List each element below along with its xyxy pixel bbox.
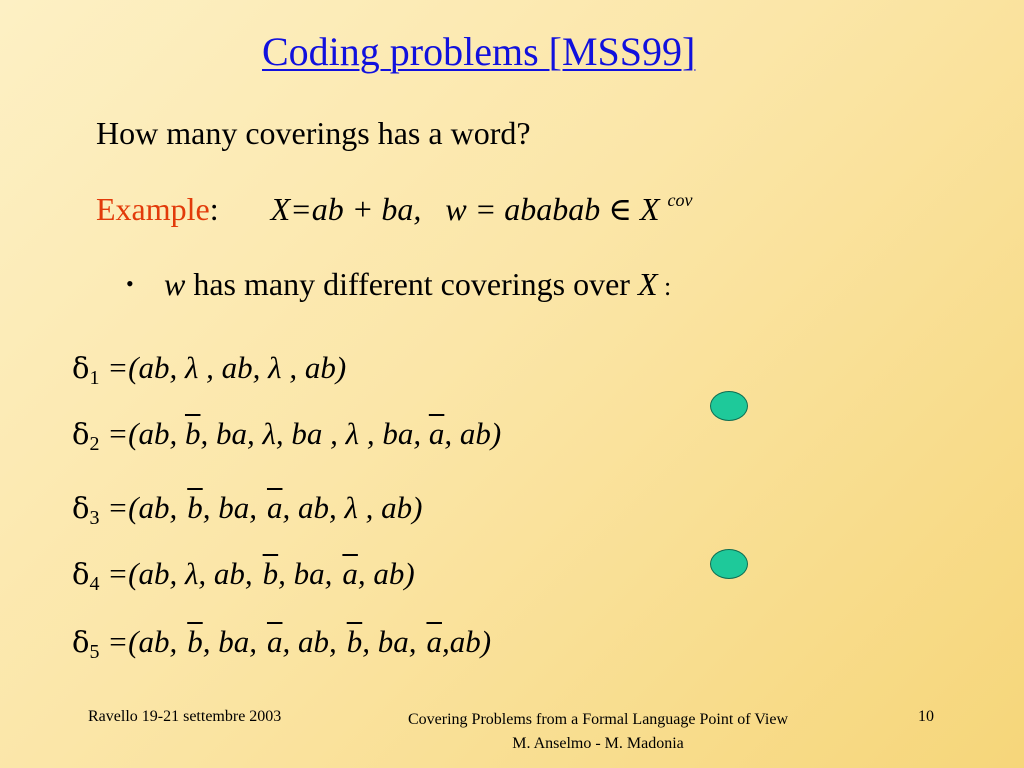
marker-oval [710,391,748,421]
slide-title: Coding problems [MSS99] [262,29,696,74]
example-x2: X [639,191,660,227]
example-line [96,190,693,228]
marker-oval [710,549,748,579]
overlined-b: $\overline{b}$ [262,556,279,591]
bullet-icon: • [126,271,134,296]
bullet-text: has many different coverings over [185,266,638,302]
delta-index: 4 [89,573,100,595]
covering-part: , ba, [202,624,257,659]
delta-index: 1 [89,367,100,389]
covering-3 [72,490,422,530]
overlined-a: $\overline{a}$ [266,490,283,525]
example-x: X [270,191,291,227]
covering-part: =(ab, [107,624,178,659]
question-text: How many coverings has a word? [96,115,531,151]
covering-part: =(ab, [107,490,178,525]
delta-index: 2 [89,433,100,455]
covering-part: =(ab, λ, ab, [107,556,253,591]
overlined-b: $\overline{b}$ [346,624,363,659]
covering-2 [72,416,501,456]
overlined-a: $\overline{a}$ [266,624,283,659]
delta-symbol: δ [72,625,90,659]
footer-title-line: Covering Problems from a Formal Language Point of View [408,711,789,728]
footer-authors: M. Anselmo - M. Madonia [512,735,684,752]
footer-date-location: Ravello 19-21 settembre 2003 [88,708,282,725]
delta-symbol: δ [72,557,90,591]
footer-title [408,708,788,756]
covering-part: , ba, [278,556,333,591]
covering-4 [72,556,415,596]
covering-part: , ab) [444,416,502,451]
delta-index: 3 [89,507,100,529]
overlined-a: $\overline{a}$ [426,624,442,659]
bullet-line [126,266,671,303]
covering-part: , ba, λ, ba , λ , ba, [200,416,429,451]
page-number: 10 [918,708,934,725]
example-superscript: cov [667,190,693,210]
covering-part: , ab) [357,556,415,591]
bullet-x: X [637,266,658,302]
example-colon: : [209,191,219,227]
example-w-definition: = ababab ∈ [466,191,640,227]
covering-part: , ba, [362,624,417,659]
overlined-a: $\overline{a}$ [342,556,358,591]
overlined-a: $\overline{a}$ [428,416,445,451]
bullet-colon: : [657,272,672,301]
covering-part: =(ab, [107,416,185,451]
example-w: w [445,191,467,227]
covering-part: , ab, λ , ab) [282,490,423,525]
covering-sequence: =(ab, λ , ab, λ , ab) [107,350,347,385]
overlined-b: $\overline{b}$ [187,624,203,659]
covering-5 [72,624,491,664]
example-x-definition: =ab + ba, [290,191,422,227]
covering-part: , ba, [202,490,257,525]
delta-index: 5 [89,641,100,663]
covering-1 [72,350,346,390]
delta-symbol: δ [72,351,90,385]
covering-part: ,ab) [441,624,492,659]
delta-symbol: δ [72,417,90,451]
overlined-b: $\overline{b}$ [184,416,201,451]
overlined-b: $\overline{b}$ [187,490,203,525]
example-label: Example [96,191,210,227]
delta-symbol: δ [72,491,90,525]
bullet-w: w [164,266,186,302]
covering-part: , ab, [282,624,337,659]
